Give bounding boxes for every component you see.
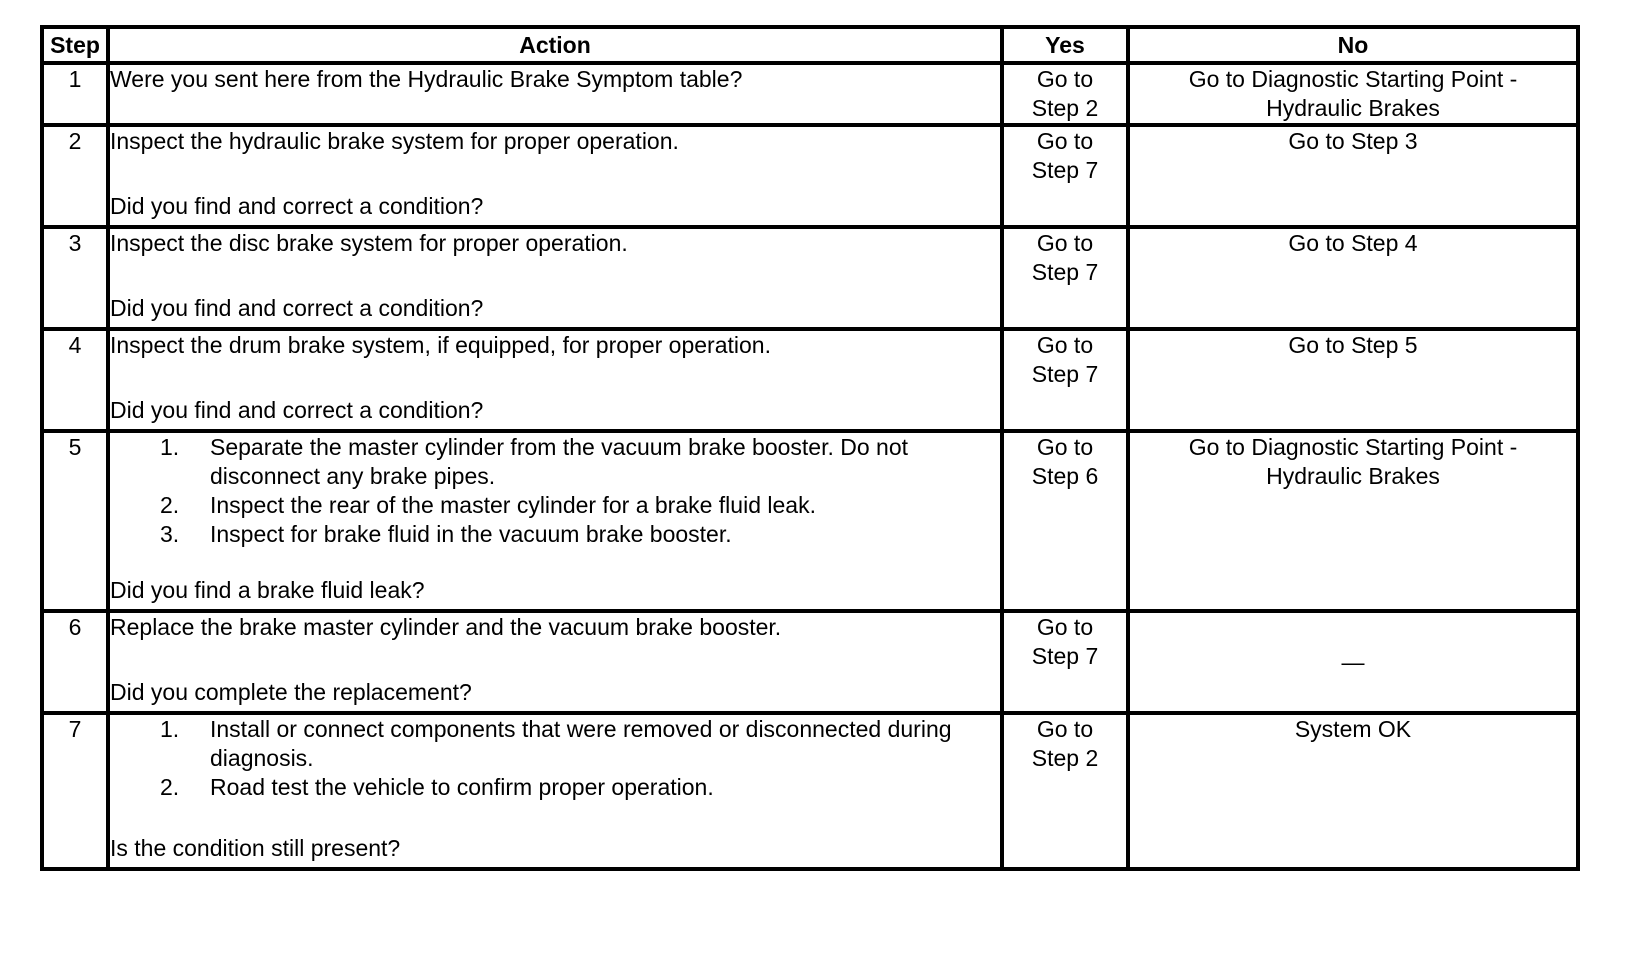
step-number: 5: [42, 431, 108, 611]
yes-line: Step 6: [1031, 463, 1099, 489]
list-item: [110, 520, 1000, 549]
header-action: Action: [108, 27, 1002, 63]
no-line: Hydraulic Brakes: [1266, 95, 1440, 121]
yes-cell: [1002, 125, 1128, 227]
yes-cell: [1002, 713, 1128, 869]
yes-cell: [1002, 63, 1128, 125]
no-line: Go to Step 4: [1288, 230, 1418, 256]
question-text: Did you find and correct a condition?: [110, 295, 484, 321]
no-cell: [1128, 713, 1578, 869]
no-line: Go to Diagnostic Starting Point -: [1188, 66, 1518, 92]
action-cell: [108, 125, 1002, 227]
header-no: No: [1128, 27, 1578, 63]
yes-line: Go to: [1036, 614, 1094, 640]
list-item-number: 1.: [160, 716, 180, 742]
action-cell: [108, 713, 1002, 869]
yes-line: Go to: [1036, 434, 1094, 460]
list-item-number: 3.: [160, 521, 180, 547]
table-row: [42, 329, 1578, 431]
yes-line: Go to: [1036, 332, 1094, 358]
action-cell: [108, 329, 1002, 431]
yes-line: Step 2: [1031, 745, 1099, 771]
action-text: Inspect the disc brake system for proper operation.: [110, 230, 628, 256]
yes-line: Go to: [1036, 716, 1094, 742]
action-text: Inspect the hydraulic brake system for proper operation.: [110, 128, 679, 154]
no-line: Go to Step 5: [1288, 332, 1418, 358]
no-line: System OK: [1294, 716, 1412, 742]
yes-line: Step 7: [1031, 259, 1099, 285]
list-item-text: Inspect for brake fluid in the vacuum brake booster.: [210, 521, 732, 547]
action-cell: [108, 63, 1002, 125]
list-item-number: 2.: [160, 492, 180, 518]
no-line: Go to Step 3: [1288, 128, 1418, 154]
header-step: Step: [42, 27, 108, 63]
header-yes: Yes: [1002, 27, 1128, 63]
yes-cell: [1002, 329, 1128, 431]
no-cell: [1128, 611, 1578, 713]
step-number: 1: [42, 63, 108, 125]
action-cell: [108, 611, 1002, 713]
list-item-number: 2.: [160, 774, 180, 800]
question-text: Did you find a brake fluid leak?: [110, 577, 425, 603]
numbered-list: [110, 715, 1000, 802]
question-text: Did you complete the replacement?: [110, 679, 472, 705]
no-dash: —: [1341, 648, 1365, 675]
yes-line: Step 7: [1031, 643, 1099, 669]
step-number: 4: [42, 329, 108, 431]
table-row: [42, 125, 1578, 227]
table-row: [42, 713, 1578, 869]
yes-cell: [1002, 431, 1128, 611]
list-item: [110, 715, 1000, 773]
yes-cell: [1002, 227, 1128, 329]
yes-line: Go to: [1036, 230, 1094, 256]
no-cell: [1128, 125, 1578, 227]
no-cell: [1128, 63, 1578, 125]
question-text: Did you find and correct a condition?: [110, 397, 484, 423]
step-number: 6: [42, 611, 108, 713]
yes-cell: [1002, 611, 1128, 713]
question-text: Did you find and correct a condition?: [110, 193, 484, 219]
list-item: [110, 433, 1000, 491]
table-row: [42, 227, 1578, 329]
action-text: Were you sent here from the Hydraulic Brake Symptom table?: [110, 66, 743, 92]
yes-line: Go to: [1036, 128, 1094, 154]
yes-line: Step 2: [1031, 95, 1099, 121]
no-line: Hydraulic Brakes: [1266, 463, 1440, 489]
list-item-text: Separate the master cylinder from the vacuum brake booster. Do not disconnect any brake pipes.: [210, 434, 909, 489]
step-number: 3: [42, 227, 108, 329]
action-cell: [108, 431, 1002, 611]
numbered-list: [110, 433, 1000, 549]
step-number: 7: [42, 713, 108, 869]
table-row: [42, 611, 1578, 713]
diagnostic-table: [40, 25, 1580, 871]
yes-line: Step 7: [1031, 361, 1099, 387]
table-row: [42, 63, 1578, 125]
no-cell: [1128, 227, 1578, 329]
yes-line: Go to: [1036, 66, 1094, 92]
no-cell: [1128, 329, 1578, 431]
list-item-text: Inspect the rear of the master cylinder for a brake fluid leak.: [210, 492, 816, 518]
table-row: [42, 431, 1578, 611]
list-item: [110, 491, 1000, 520]
yes-line: Step 7: [1031, 157, 1099, 183]
header-row: [42, 27, 1578, 63]
list-item-text: Install or connect components that were removed or disconnected during diagnosis.: [210, 716, 952, 771]
action-text: Replace the brake master cylinder and the vacuum brake booster.: [110, 614, 782, 640]
list-item: [110, 773, 1000, 802]
list-item-number: 1.: [160, 434, 180, 460]
action-cell: [108, 227, 1002, 329]
no-cell: [1128, 431, 1578, 611]
no-line: Go to Diagnostic Starting Point -: [1188, 434, 1518, 460]
question-text: Is the condition still present?: [110, 835, 401, 861]
action-text: Inspect the drum brake system, if equipped, for proper operation.: [110, 332, 771, 358]
list-item-text: Road test the vehicle to confirm proper operation.: [210, 774, 714, 800]
step-number: 2: [42, 125, 108, 227]
